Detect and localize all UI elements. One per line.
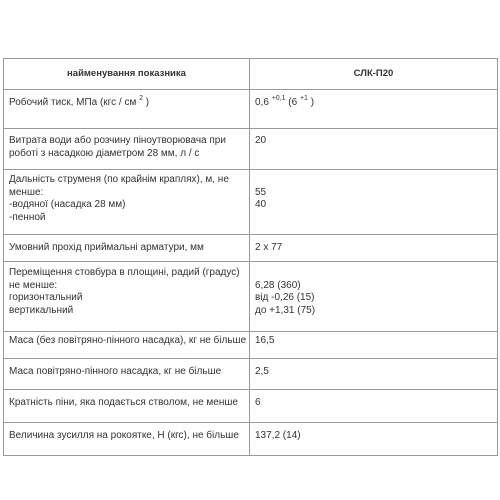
param-line: Переміщення стовбура в площині, радий (градус): [9, 267, 240, 278]
param-cell: [4, 359, 250, 390]
value-line: 6: [255, 397, 261, 408]
value-line: 16,5: [255, 335, 275, 346]
param-line: роботі з насадкою діаметром 28 мм, л / с: [9, 147, 200, 159]
param-line: Кратність піни, яка подається стволом, не менше: [9, 397, 238, 408]
header-model: СЛК-П20: [250, 59, 498, 90]
value-cell: [250, 423, 498, 456]
specs-table: [3, 58, 498, 456]
param-line: Маса (без повітряно-пінного насадка), кг не більше: [9, 335, 247, 346]
param-cell: [4, 90, 250, 129]
param-line: Маса повітряно-пінного насадка, кг не більше: [9, 366, 222, 377]
value-cell: [250, 90, 498, 129]
value-text: 0,6: [255, 97, 272, 108]
table-row: [4, 90, 498, 129]
value-cell: [250, 129, 498, 170]
value-superscript: +1: [299, 94, 308, 102]
table-row: [4, 235, 498, 262]
value-cell: [250, 390, 498, 423]
table-row: [4, 359, 498, 390]
param-line: не менше:: [9, 279, 58, 291]
param-line: Витрата води або розчину піноутворювача при: [9, 135, 226, 146]
table-header-row: [4, 59, 498, 90]
table-row: [4, 423, 498, 456]
value-cell: [250, 170, 498, 235]
value-cell: [250, 359, 498, 390]
param-cell: [4, 129, 250, 170]
value-line: 55: [255, 186, 267, 198]
param-cell: [4, 262, 250, 332]
table-row: [4, 332, 498, 359]
param-line: Дальність струменя (по крайнім краплях), м, не: [9, 174, 229, 185]
value-cell: [250, 332, 498, 359]
value-text: ): [307, 97, 315, 108]
value-line: 6,28 (360): [255, 279, 301, 291]
value-line: 137,2 (14): [255, 430, 301, 441]
table-row: [4, 170, 498, 235]
value-line: 20: [255, 135, 267, 146]
table-row: [4, 262, 498, 332]
value-line: від -0,26 (15): [255, 292, 315, 303]
param-text: ): [143, 97, 150, 108]
param-line: -пенной: [9, 211, 46, 223]
param-line: горизонтальний: [9, 292, 83, 303]
value-text: (6: [285, 97, 300, 108]
param-cell: [4, 170, 250, 235]
value-line: 40: [255, 199, 267, 210]
param-line: Величина зусилля на рокоятке, Н (кгс), не більше: [9, 430, 239, 441]
param-cell: [4, 390, 250, 423]
param-line: Умовний прохід приймальні арматури, мм: [9, 242, 204, 253]
param-line: менше:: [9, 186, 44, 198]
value-cell: [250, 235, 498, 262]
value-line: до +1,31 (75): [255, 304, 316, 316]
param-text: Робочий тиск, МПа (кгс / см: [9, 97, 140, 108]
param-cell: [4, 332, 250, 359]
param-superscript: 2: [139, 94, 144, 102]
param-line: -водяної (насадка 28 мм): [9, 199, 126, 210]
value-line: 2,5: [255, 366, 269, 377]
value-cell: [250, 262, 498, 332]
header-parameter: найменування показника: [4, 59, 250, 90]
value-line: 2 х 77: [255, 242, 283, 253]
value-superscript: +0,1: [271, 94, 286, 102]
param-cell: [4, 423, 250, 456]
param-line: вертикальний: [9, 304, 74, 316]
table-row: [4, 129, 498, 170]
table-row: [4, 390, 498, 423]
param-cell: [4, 235, 250, 262]
